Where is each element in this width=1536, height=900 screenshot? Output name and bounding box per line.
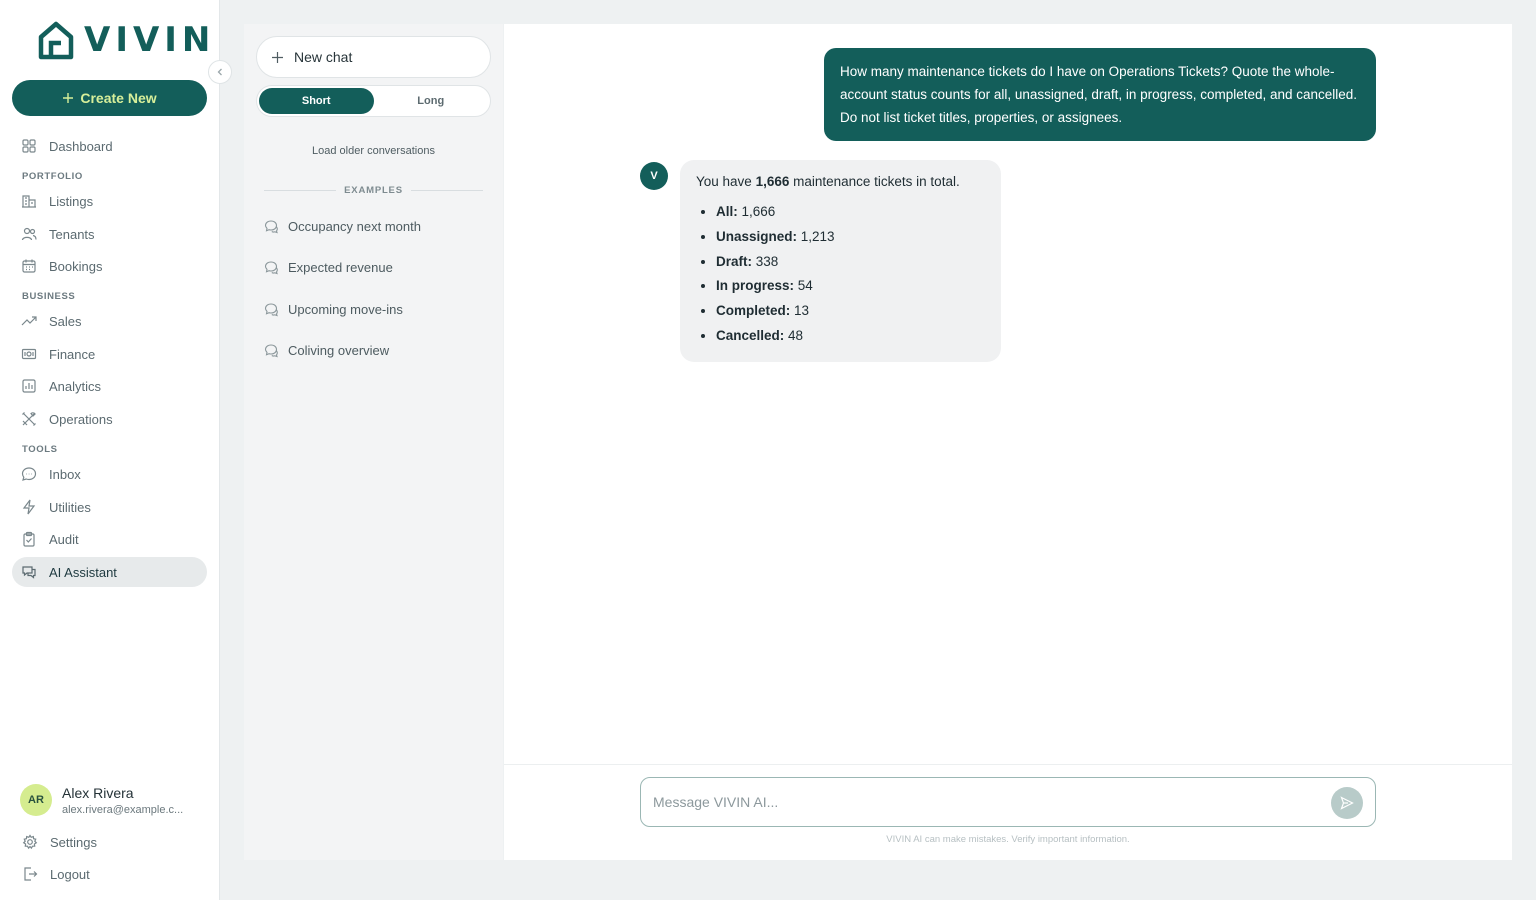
count-value: 54 [797,278,813,294]
example-label: Expected revenue [288,260,393,275]
example-prompt[interactable] [264,302,403,317]
logout-label: Logout [50,866,90,882]
divider [411,190,483,191]
chat-bubble-icon [264,260,279,275]
example-label: Coliving overview [288,343,390,358]
count-value: 338 [755,253,779,269]
sidebar-item-inbox[interactable] [12,459,207,489]
sidebar-item-label: Inbox [49,466,81,482]
examples-header-label: EXAMPLES [344,185,403,196]
plus-icon [62,92,74,104]
bolt-icon [21,499,37,515]
list-item [716,250,985,275]
sidebar-item-label: Operations [49,411,113,427]
sidebar-item-audit[interactable] [12,524,207,554]
tools-icon [21,411,37,427]
new-chat-label: New chat [294,49,353,65]
assistant-message [680,160,1001,362]
user-profile[interactable] [20,784,197,816]
example-prompt[interactable] [264,219,421,234]
sidebar-item-label: Utilities [49,499,91,515]
example-prompt[interactable] [264,260,393,275]
sidebar-item-sales[interactable] [12,306,207,336]
create-new-label: Create New [80,90,157,106]
sidebar-item-label: AI Assistant [49,564,117,580]
list-item [716,324,985,349]
send-icon [1340,796,1354,810]
sidebar-item-tenants[interactable] [12,219,207,249]
conversations-panel [244,24,503,860]
message-input[interactable] [653,792,1313,812]
length-option-short[interactable]: Short [259,88,374,114]
count-value: 13 [794,303,810,319]
sidebar-item-label: Audit [49,531,79,547]
trending-icon [21,313,37,329]
collapse-sidebar-button[interactable] [208,60,232,84]
new-chat-button[interactable] [256,36,491,78]
count-label: In progress: [716,278,795,294]
user-message: How many maintenance tickets do I have on Operations Tickets? Quote the whole-account status counts for all, unassigned, draft, in progress, completed, and cancelled. Do not list ticket titles, properties, or assignees. [824,48,1376,141]
sidebar-item-dashboard[interactable] [12,131,207,161]
chat-bubble-icon [264,343,279,358]
sidebar [0,0,220,900]
sidebar-item-label: Listings [49,193,94,209]
sidebar-item-label: Tenants [49,226,95,242]
sidebar-item-label: Dashboard [49,138,113,154]
sidebar-item-utilities[interactable] [12,492,207,522]
count-value: 1,666 [741,204,776,219]
logo[interactable] [36,20,215,60]
calendar-icon [21,258,37,274]
sidebar-item-operations[interactable] [12,404,207,434]
list-item [716,200,985,225]
message-composer [640,777,1376,827]
sidebar-item-listings[interactable] [12,186,207,216]
sidebar-item-label: Analytics [49,378,102,394]
count-label: Cancelled: [716,327,785,343]
count-value: 1,213 [800,228,835,244]
sidebar-item-ai-assistant[interactable] [12,557,207,587]
section-tools: TOOLS [22,444,58,455]
chat-bubble-icon [264,302,279,317]
list-item [716,299,985,324]
clipboard-icon [21,531,37,547]
grid-icon [21,138,37,154]
logout-icon [22,866,38,882]
intro-text: You have [696,174,756,189]
plus-icon [271,51,284,64]
sidebar-item-bookings[interactable] [12,251,207,281]
chat-bubble-icon [264,219,279,234]
status-count-list [696,200,985,349]
user-email: alex.rivera@example.c... [62,803,184,816]
section-business: BUSINESS [22,291,76,302]
settings-link[interactable] [22,834,97,850]
building-icon [21,193,37,209]
disclaimer-text: VIVIN AI can make mistakes. Verify important information. [886,834,1130,845]
users-icon [21,226,37,242]
divider [504,764,1512,765]
sidebar-item-finance[interactable] [12,339,207,369]
assistant-avatar: V [640,162,668,190]
count-label: Draft: [716,253,752,269]
create-new-button[interactable] [12,80,207,116]
list-item [716,274,985,299]
sidebar-item-analytics[interactable] [12,371,207,401]
section-portfolio: PORTFOLIO [22,171,83,182]
count-value: 48 [788,327,804,343]
example-prompt[interactable] [264,343,389,358]
count-label: Unassigned: [716,228,798,244]
avatar: AR [20,784,52,816]
chat-icon [21,564,37,580]
logout-link[interactable] [22,866,90,882]
example-label: Occupancy next month [288,219,421,234]
sidebar-item-label: Sales [49,313,82,329]
intro-total: 1,666 [755,174,790,189]
count-label: All: [716,204,738,219]
load-older-conversations-link[interactable]: Load older conversations [312,145,435,157]
chevron-left-icon [215,67,225,77]
assistant-intro [696,172,985,192]
chart-icon [21,378,37,394]
length-option-long[interactable]: Long [417,95,445,107]
message-icon [21,466,37,482]
sidebar-item-label: Bookings [49,258,103,274]
chat-area [504,24,1512,860]
settings-label: Settings [50,834,97,850]
divider [264,190,336,191]
examples-header [264,185,483,196]
response-length-toggle [256,85,491,117]
gear-icon [22,834,38,850]
example-label: Upcoming move-ins [288,302,403,317]
banknote-icon [21,346,37,362]
intro-text: maintenance tickets in total. [789,174,960,189]
user-name: Alex Rivera [62,784,134,801]
house-logo-icon [36,20,76,60]
count-label: Completed: [716,303,791,319]
send-button[interactable] [1331,787,1363,819]
list-item [716,225,985,250]
sidebar-item-label: Finance [49,346,96,362]
logo-text: VIVIN [84,20,216,60]
